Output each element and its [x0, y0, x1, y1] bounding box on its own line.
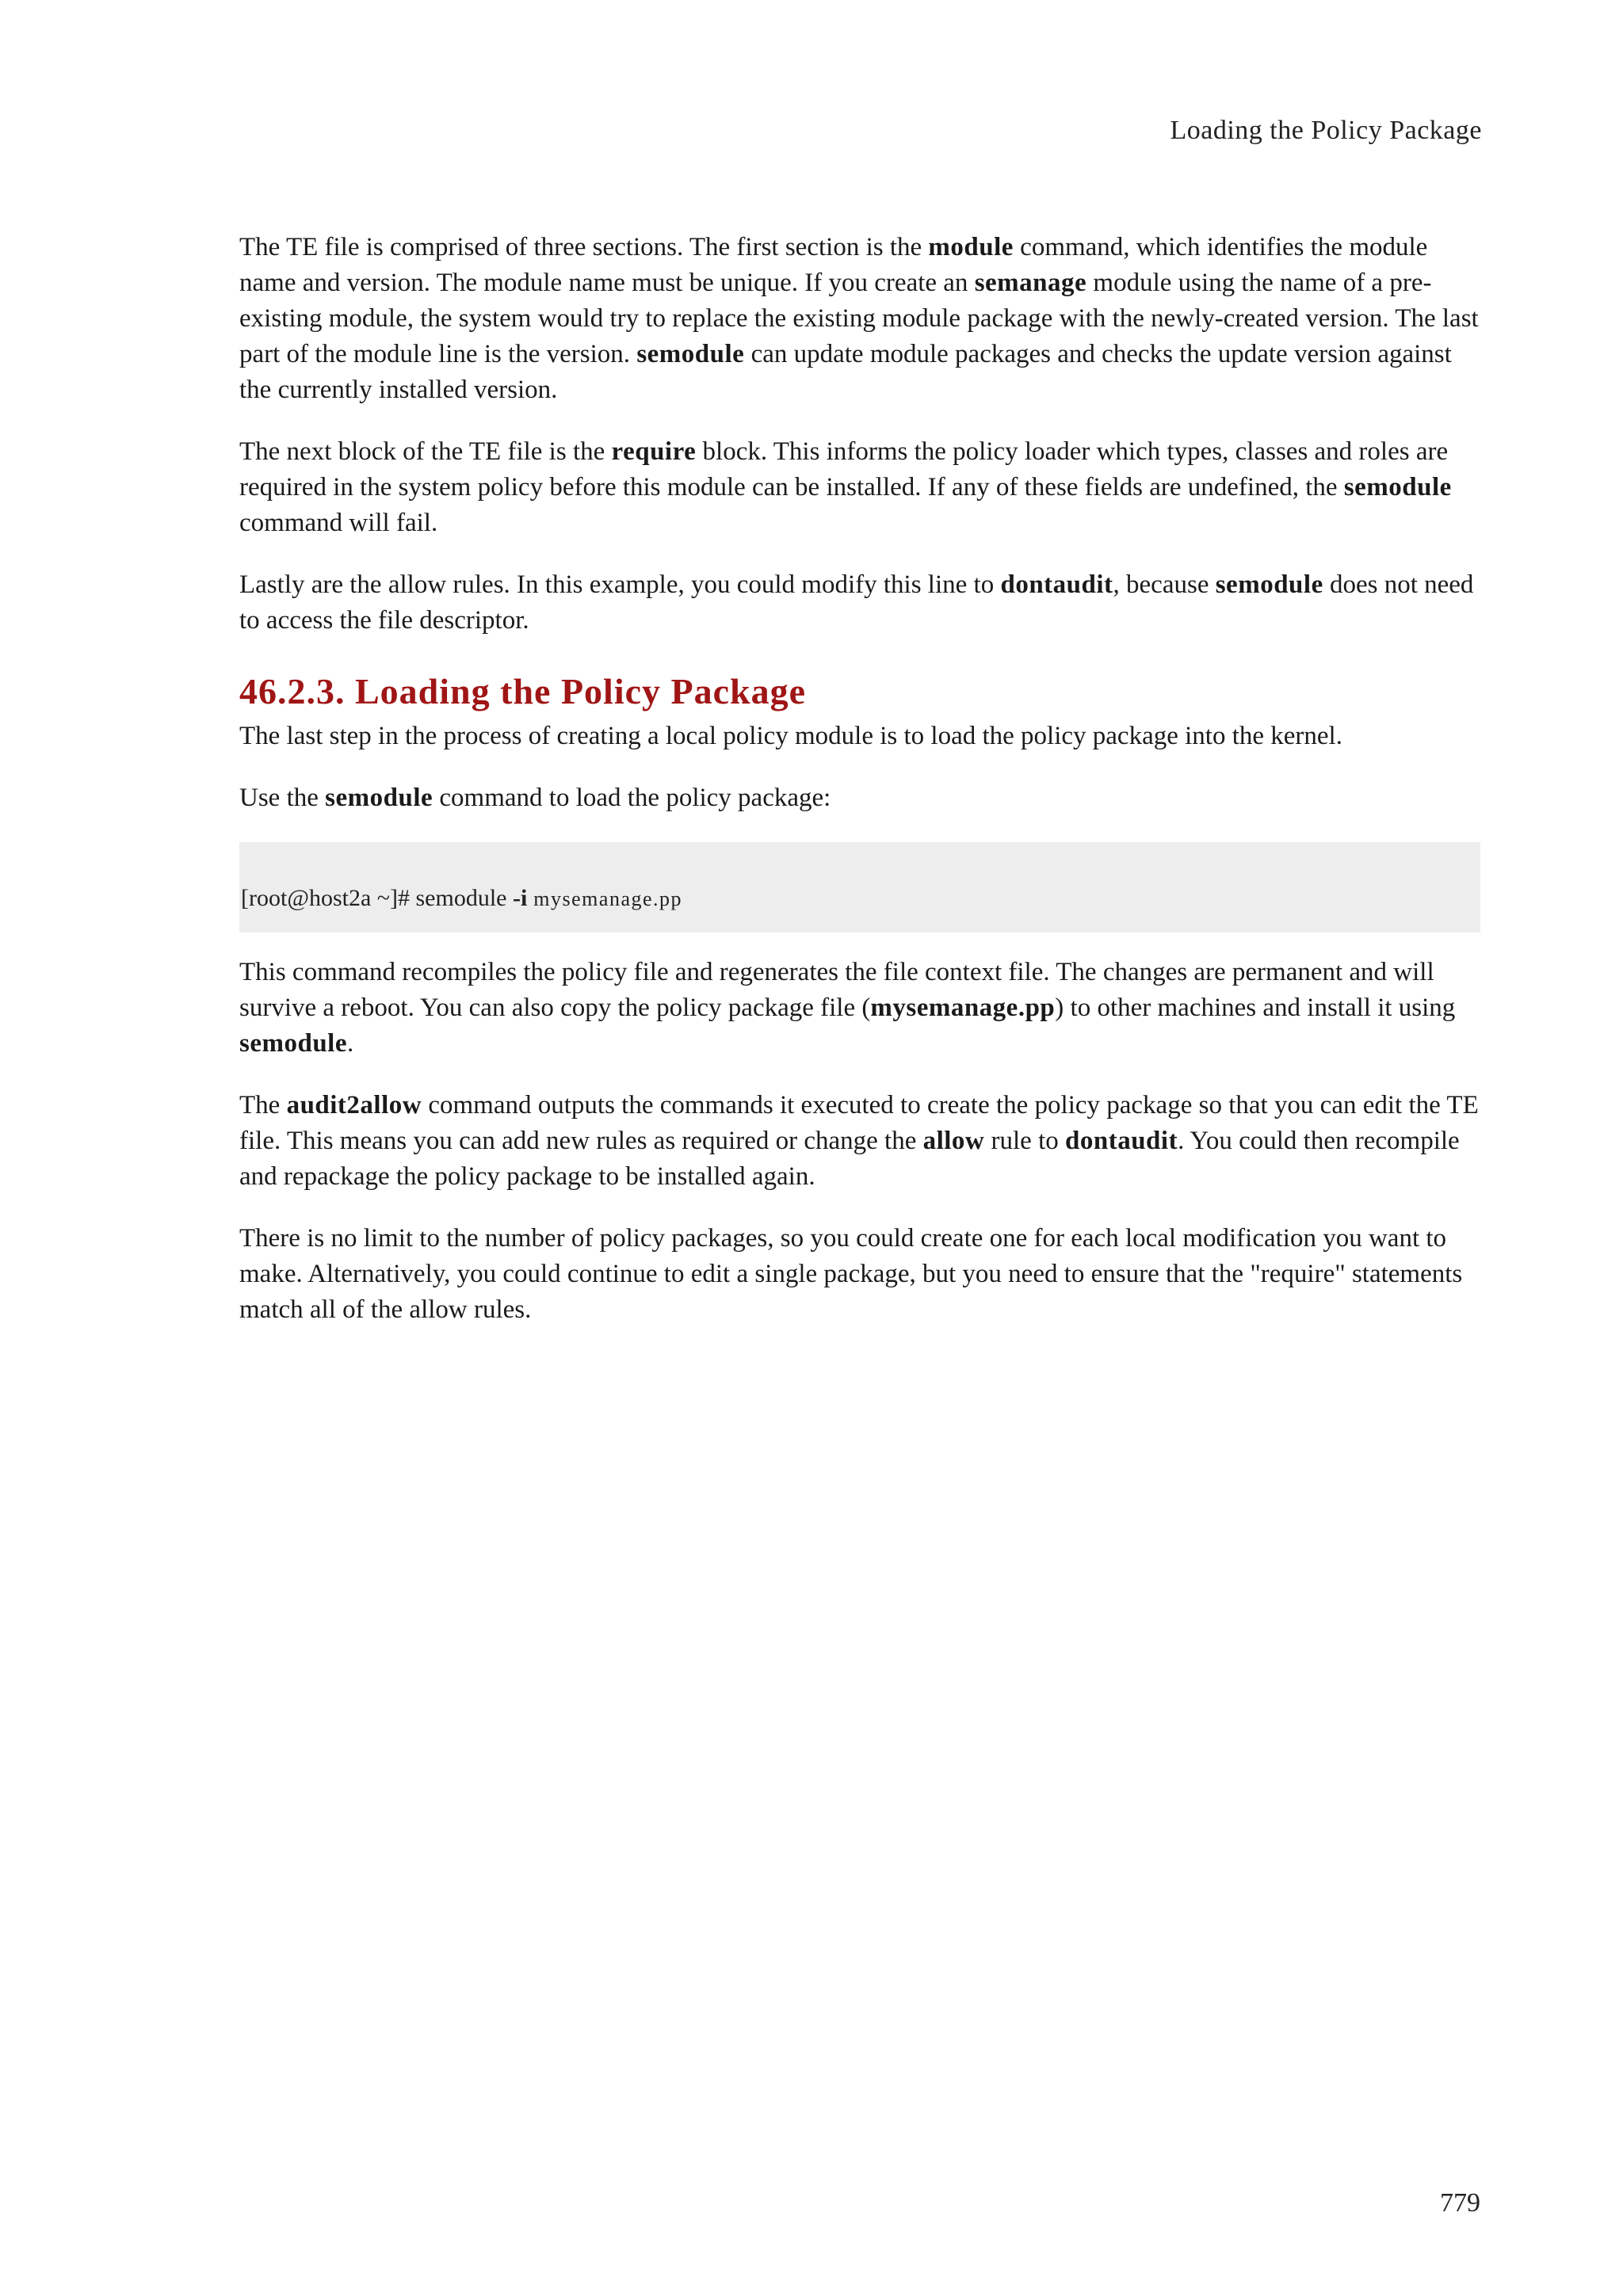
text: command outputs the commands it executed to create the policy package so that you can edit the TE file. This means you can add new rules as required or change the: [239, 1091, 1479, 1155]
text: The TE file is comprised of three sections. The first section is the: [239, 233, 929, 261]
bold-term-dontaudit: dontaudit: [1065, 1127, 1178, 1155]
section-heading: 46.2.3. Loading the Policy Package: [239, 671, 807, 711]
text: There is no limit to the number of policy packages, so you could create one for each local modification you want to make. Alternatively, you could continue to edit a single package, but you need to ensure that the "require" statements match all of the allow rules.: [239, 1224, 1463, 1324]
bold-term-allow: allow: [922, 1127, 985, 1155]
bold-term-dontaudit: dontaudit: [1000, 570, 1113, 599]
text: module using the name of a pre-existing module, the system would try to replace the existing module package with the newly-created version. The last part of the module line is the version.: [239, 269, 1479, 368]
code-line: [241, 885, 682, 912]
bold-term-audit2allow: audit2allow: [286, 1091, 422, 1119]
code-flag: -i: [512, 885, 528, 911]
bold-term-require: require: [611, 437, 697, 466]
bold-term-semanage: semanage: [974, 269, 1087, 297]
paragraph-audit2allow: [239, 1088, 1480, 1195]
paragraph-use-semodule: [239, 780, 1480, 816]
paragraph-last-step: [239, 719, 1480, 754]
bold-term-semodule: semodule: [636, 340, 745, 368]
text: Use the: [239, 784, 326, 812]
text: The last step in the process of creating a local policy module is to load the policy package into the kernel.: [239, 722, 1342, 750]
bold-term-semodule: semodule: [1343, 473, 1452, 502]
text: rule to: [984, 1127, 1065, 1155]
text: The: [239, 1091, 287, 1119]
paragraph-no-limit: [239, 1221, 1480, 1328]
bold-term-semodule: semodule: [325, 784, 433, 812]
text: command will fail.: [239, 509, 438, 537]
paragraph-allow-rules: [239, 567, 1480, 639]
text: Lastly are the allow rules. In this example, you could modify this line to: [239, 570, 1001, 599]
bold-term-mysemanage-pp: mysemanage.pp: [870, 994, 1056, 1022]
code-prompt: [root@host2a ~]# semodule: [241, 885, 513, 911]
text: .: [347, 1029, 354, 1058]
code-block: [239, 842, 1480, 933]
text: The next block of the TE file is the: [239, 437, 612, 466]
bold-term-semodule: semodule: [239, 1029, 347, 1058]
paragraph-require-block: [239, 434, 1480, 541]
text: block. This informs the policy loader which types, classes and roles are required in the system policy before this module can be installed. If any of these fields are undefined, the: [239, 437, 1449, 502]
paragraph-recompiles: [239, 955, 1480, 1062]
bold-term-semodule: semodule: [1215, 570, 1323, 599]
code-argument: mysemanage.pp: [527, 887, 683, 910]
text: ) to other machines and install it using: [1055, 994, 1456, 1022]
bold-term-module: module: [928, 233, 1014, 261]
text: command, which identifies the module name and version. The module name must be unique. If you create an: [239, 233, 1428, 297]
text: . You could then recompile and repackage the policy package to be installed again.: [239, 1127, 1460, 1191]
paragraph-te-file-sections: [239, 230, 1480, 408]
page-number: 779: [1440, 2188, 1480, 2218]
text: , because: [1113, 570, 1216, 599]
page-content: [239, 230, 1480, 1354]
text: This command recompiles the policy file and regenerates the file context file. The changes are permanent and will survive a reboot. You can also copy the policy package file (: [239, 958, 1434, 1022]
text: does not need to access the file descriptor.: [239, 570, 1474, 635]
text: can update module packages and checks the update version against the currently installed version.: [239, 340, 1452, 404]
text: command to load the policy package:: [433, 784, 831, 812]
running-header: Loading the Policy Package: [1170, 116, 1482, 145]
